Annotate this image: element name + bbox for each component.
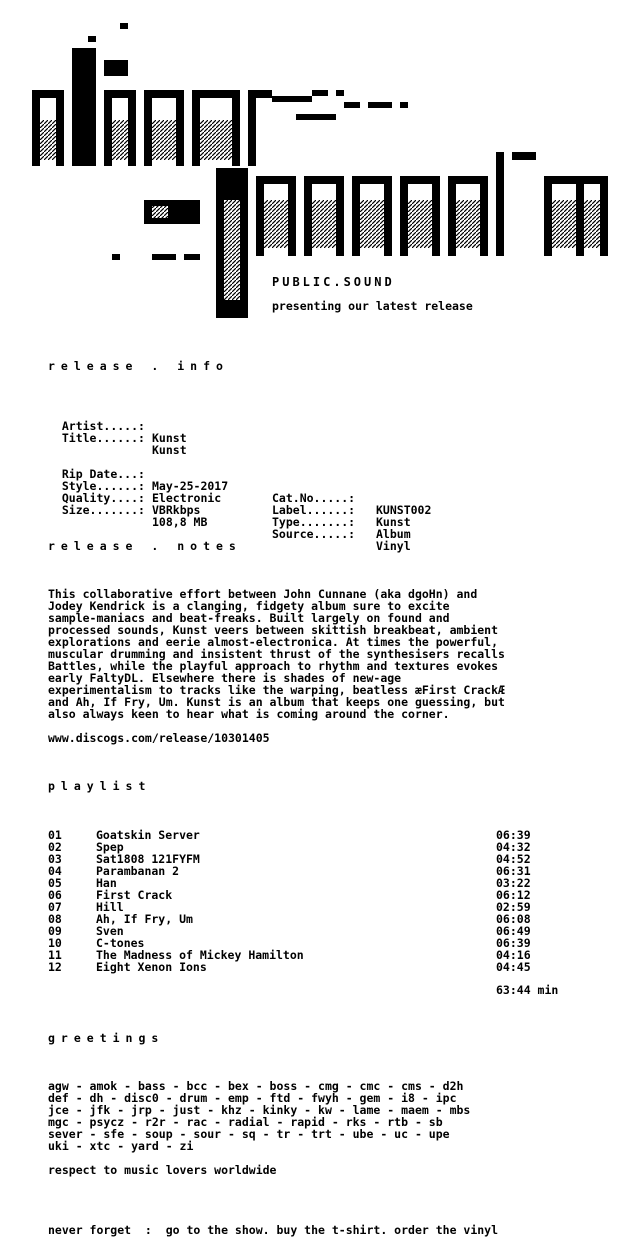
cat-no-label: Cat.No.....:	[272, 491, 356, 505]
track-title: The Madness of Mickey Hamilton	[96, 948, 304, 962]
track-title: First Crack	[96, 888, 173, 902]
notes-line: Battles, while the playful approach to rhythm and textures evokes	[48, 659, 499, 673]
track-number: 08	[48, 912, 62, 926]
style-label: Style......:	[61, 479, 145, 493]
playlist-row	[0, 864, 624, 876]
label-label: Label......:	[272, 503, 356, 517]
playlist-row	[0, 924, 624, 936]
artist-label: Artist.....:	[61, 419, 145, 433]
respect-line: respect to music lovers worldwide	[48, 1163, 277, 1177]
section-heading-notes: release . notes	[48, 539, 242, 553]
track-title: Goatskin Server	[96, 828, 200, 842]
notes-line: explorations and eerie almost-electronica. At times the powerful,	[48, 635, 499, 649]
notes-line: early FaltyDL. Elsewhere there is shades of new-age	[48, 671, 402, 685]
section-heading-playlist: playlist	[48, 779, 152, 793]
playlist-row	[0, 900, 624, 912]
rip-date-value: May-25-2017	[152, 479, 229, 493]
title-row	[48, 420, 187, 457]
track-number: 12	[48, 960, 62, 974]
track-title: Hill	[96, 900, 124, 914]
quality-label: Quality....:	[61, 491, 145, 505]
quality-value: VBRkbps	[152, 503, 201, 517]
track-duration: 06:39	[496, 828, 531, 842]
section-heading-info: release . info	[48, 359, 229, 373]
track-number: 10	[48, 936, 62, 950]
playlist-row	[0, 876, 624, 888]
brand-name: PUBLIC.SOUND	[272, 275, 395, 289]
track-duration: 03:22	[496, 876, 531, 890]
notes-line: and Ah, If Fry, Um. Kunst is an album that keeps one guessing, but	[48, 695, 505, 709]
greetings-line: mgc - psycz - r2r - rac - radial - rapid - rks - rtb - sb	[48, 1115, 443, 1129]
track-duration: 02:59	[496, 900, 531, 914]
discogs-link[interactable]: www.discogs.com/release/10301405	[48, 731, 270, 745]
section-heading-greetings: greetings	[48, 1031, 165, 1045]
track-number: 06	[48, 888, 62, 902]
greetings-line: def - dh - disc0 - drum - emp - ftd - fwyh - gem - i8 - ipc	[48, 1091, 457, 1105]
track-number: 01	[48, 828, 62, 842]
track-title: Sven	[96, 924, 124, 938]
track-number: 07	[48, 900, 62, 914]
playlist-row	[0, 936, 624, 948]
notes-line: Jodey Kendrick is a clanging, fidgety album sure to excite	[48, 599, 450, 613]
footer-line: never forget : go to the show. buy the t-shirt. order the vinyl	[48, 1223, 499, 1237]
track-title: Han	[96, 876, 117, 890]
playlist-row	[0, 828, 624, 840]
cat-no-value: KUNST002	[376, 503, 432, 517]
track-duration: 06:08	[496, 912, 531, 926]
track-title: Eight Xenon Ions	[96, 960, 207, 974]
rip-date-label: Rip Date...:	[61, 467, 145, 481]
track-title: Sat1808 121FYFM	[96, 852, 200, 866]
track-title: C-tones	[96, 936, 145, 950]
track-number: 03	[48, 852, 62, 866]
style-value: Electronic	[152, 491, 222, 505]
track-number: 09	[48, 924, 62, 938]
track-number: 11	[48, 948, 62, 962]
playlist-row	[0, 888, 624, 900]
track-duration: 06:39	[496, 936, 531, 950]
size-value: 108,8 MB	[152, 515, 208, 529]
track-duration: 06:12	[496, 888, 531, 902]
notes-line: sample-maniacs and beat-freaks. Built largely on found and	[48, 611, 450, 625]
track-duration: 04:52	[496, 852, 531, 866]
playlist-row	[0, 840, 624, 852]
title-label: Title......:	[61, 431, 145, 445]
source-value: Vinyl	[376, 539, 411, 553]
greetings-line: uki - xtc - yard - zi	[48, 1139, 194, 1153]
tagline: presenting our latest release	[272, 299, 473, 313]
track-title: Ah, If Fry, Um	[96, 912, 193, 926]
type-value: Album	[376, 527, 411, 541]
playlist-row	[0, 852, 624, 864]
track-number: 05	[48, 876, 62, 890]
track-title: Parambanan 2	[96, 864, 180, 878]
greetings-line: agw - amok - bass - bcc - bex - boss - cmg - cmc - cms - d2h	[48, 1079, 464, 1093]
source-label: Source.....:	[272, 527, 356, 541]
track-duration: 06:31	[496, 864, 531, 878]
track-title: Spep	[96, 840, 124, 854]
track-duration: 06:49	[496, 924, 531, 938]
title-value: Kunst	[152, 443, 187, 457]
notes-line: also always keen to hear what is coming around the corner.	[48, 707, 450, 721]
track-number: 02	[48, 840, 62, 854]
total-time: 63:44 min	[496, 983, 559, 997]
type-label: Type.......:	[272, 515, 356, 529]
notes-line: muscular drumming and insistent thrust of the synthesisers recalls	[48, 647, 505, 661]
playlist-row	[0, 948, 624, 960]
notes-line: processed sounds, Kunst veers between skittish breakbeat, ambient	[48, 623, 499, 637]
notes-line: This collaborative effort between John Cunnane (aka dgoHn) and	[48, 587, 478, 601]
greetings-line: jce - jfk - jrp - just - khz - kinky - kw - lame - maem - mbs	[48, 1103, 471, 1117]
track-duration: 04:32	[496, 840, 531, 854]
track-duration: 04:16	[496, 948, 531, 962]
notes-line: experimentalism to tracks like the warping, beatless æFirst CrackÆ	[48, 683, 505, 697]
artist-value: Kunst	[152, 431, 187, 445]
size-label: Size.......:	[61, 503, 145, 517]
label-value: Kunst	[376, 515, 411, 529]
track-number: 04	[48, 864, 62, 878]
playlist-row	[0, 912, 624, 924]
track-duration: 04:45	[496, 960, 531, 974]
greetings-line: sever - sfe - soup - sour - sq - tr - trt - ube - uc - upe	[48, 1127, 450, 1141]
playlist-row	[0, 960, 624, 972]
